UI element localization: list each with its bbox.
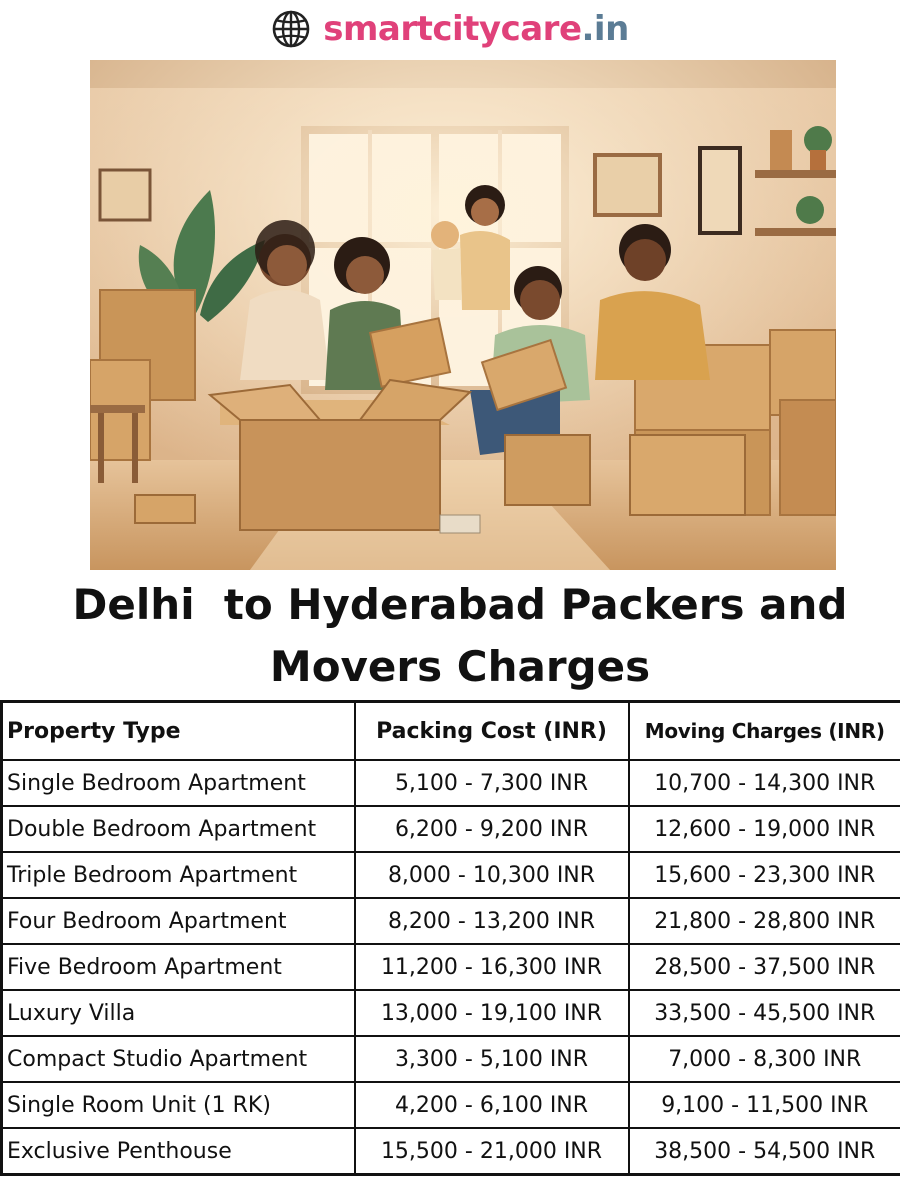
header-moving-charges: Moving Charges (INR) — [629, 702, 900, 761]
title-line-2: Movers Charges — [269, 642, 651, 691]
brand-name-main: smartcitycare — [323, 9, 582, 49]
cell-packing-cost: 8,200 - 13,200 INR — [355, 898, 629, 944]
brand-header — [0, 0, 900, 58]
brand-name — [323, 9, 629, 49]
table-row — [2, 1128, 900, 1175]
cell-property-type: Luxury Villa — [2, 990, 355, 1036]
cell-packing-cost: 13,000 - 19,100 INR — [355, 990, 629, 1036]
cell-moving-charges: 33,500 - 45,500 INR — [629, 990, 900, 1036]
hero-illustration — [90, 60, 836, 570]
table-row — [2, 944, 900, 990]
table-row — [2, 806, 900, 852]
cell-moving-charges: 28,500 - 37,500 INR — [629, 944, 900, 990]
cell-packing-cost: 15,500 - 21,000 INR — [355, 1128, 629, 1175]
cell-property-type: Single Room Unit (1 RK) — [2, 1082, 355, 1128]
title-line-1: Delhi to Hyderabad Packers and — [72, 580, 848, 629]
cell-moving-charges: 10,700 - 14,300 INR — [629, 760, 900, 806]
brand-name-tld: .in — [581, 9, 629, 49]
cell-property-type: Double Bedroom Apartment — [2, 806, 355, 852]
cell-packing-cost: 11,200 - 16,300 INR — [355, 944, 629, 990]
charges-table — [0, 700, 900, 1176]
cell-moving-charges: 7,000 - 8,300 INR — [629, 1036, 900, 1082]
cell-property-type: Triple Bedroom Apartment — [2, 852, 355, 898]
cell-moving-charges: 9,100 - 11,500 INR — [629, 1082, 900, 1128]
page-title — [20, 574, 900, 698]
cell-moving-charges: 12,600 - 19,000 INR — [629, 806, 900, 852]
table-row — [2, 1036, 900, 1082]
table-row — [2, 898, 900, 944]
table-row — [2, 760, 900, 806]
cell-packing-cost: 8,000 - 10,300 INR — [355, 852, 629, 898]
cell-moving-charges: 21,800 - 28,800 INR — [629, 898, 900, 944]
cell-property-type: Compact Studio Apartment — [2, 1036, 355, 1082]
table-row — [2, 852, 900, 898]
table-row — [2, 990, 900, 1036]
header-packing-cost: Packing Cost (INR) — [355, 702, 629, 761]
globe-icon — [271, 9, 311, 49]
brand-logo[interactable] — [271, 9, 629, 49]
cell-property-type: Single Bedroom Apartment — [2, 760, 355, 806]
header-property-type: Property Type — [2, 702, 355, 761]
cell-property-type: Four Bedroom Apartment — [2, 898, 355, 944]
cell-packing-cost: 4,200 - 6,100 INR — [355, 1082, 629, 1128]
table-row — [2, 1082, 900, 1128]
cell-property-type: Exclusive Penthouse — [2, 1128, 355, 1175]
table-header-row — [2, 702, 900, 761]
cell-moving-charges: 38,500 - 54,500 INR — [629, 1128, 900, 1175]
cell-packing-cost: 5,100 - 7,300 INR — [355, 760, 629, 806]
cell-moving-charges: 15,600 - 23,300 INR — [629, 852, 900, 898]
cell-packing-cost: 6,200 - 9,200 INR — [355, 806, 629, 852]
cell-property-type: Five Bedroom Apartment — [2, 944, 355, 990]
cell-packing-cost: 3,300 - 5,100 INR — [355, 1036, 629, 1082]
